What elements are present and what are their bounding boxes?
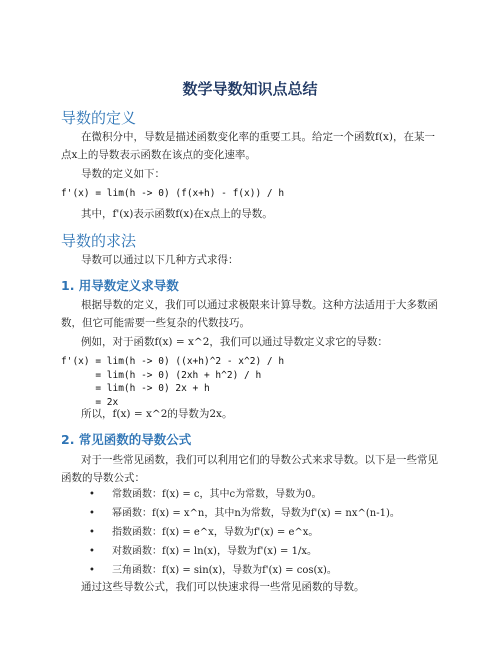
bullet-icon: • xyxy=(89,527,95,538)
list-item: • 对数函数：f(x) = ln(x)，导数为f'(x) = 1/x。 xyxy=(112,542,400,561)
bullet-icon: • xyxy=(89,508,95,519)
methods-intro: 导数可以通过以下几种方式求得： xyxy=(81,254,239,266)
definition-method-paragraph: 根据导数的定义，我们可以通过求极限来计算导数。这种方法适用于大多数函数，但它可能需要一些复杂的代数技巧。 xyxy=(61,299,438,329)
list-item: • 三角函数：f(x) = sin(x)，导数为f'(x) = cos(x)。 xyxy=(112,561,400,580)
subsection-heading-definition-method: 1. 用导数定义求导数 xyxy=(61,278,179,293)
example-intro: 例如，对于函数f(x) = x^2，我们可以通过导数定义求它的导数： xyxy=(81,336,388,348)
section-heading-methods: 导数的求法 xyxy=(61,232,137,250)
definition-formula: f'(x) = lim(h -> 0) (f(x+h) - f(x)) / h xyxy=(61,188,285,199)
example-result: 所以，f(x) = x^2的导数为2x。 xyxy=(81,408,233,420)
common-formulas-intro: 对于一些常见函数，我们可以利用它们的导数公式来求导数。以下是一些常见函数的导数公式： xyxy=(61,454,438,484)
formula-list xyxy=(89,485,400,580)
document-title: 数学导数知识点总结 xyxy=(182,80,318,98)
closing-paragraph: 通过这些导数公式，我们可以快速求得一些常见函数的导数。 xyxy=(81,581,365,593)
definition-explanation: 其中，f'(x)表示函数f(x)在x点上的导数。 xyxy=(81,208,273,220)
bullet-icon: • xyxy=(89,565,95,576)
bullet-icon: • xyxy=(89,546,95,557)
list-item: • 幂函数：f(x) = x^n，其中n为常数，导数为f'(x) = nx^(n-1)。 xyxy=(112,504,400,523)
list-item: • 常数函数：f(x) = c，其中c为常数，导数为0。 xyxy=(112,485,400,504)
example-derivation: f'(x) = lim(h -> 0) ((x+h)^2 - x^2) / h = lim(h -> 0) (2xh + h^2) / h = lim(h -> 0) 2x + h = 2x xyxy=(61,356,285,408)
definition-intro: 导数的定义如下： xyxy=(81,168,165,180)
subsection-heading-common-formulas: 2. 常见函数的导数公式 xyxy=(61,432,192,447)
definition-paragraph: 在微积分中，导数是描述函数变化率的重要工具。给定一个函数f(x)，在某一点x上的导数表示函数在该点的变化速率。 xyxy=(61,131,435,161)
section-heading-definition: 导数的定义 xyxy=(61,109,137,127)
list-item: • 指数函数：f(x) = e^x，导数为f'(x) = e^x。 xyxy=(112,523,400,542)
bullet-icon: • xyxy=(89,489,95,500)
